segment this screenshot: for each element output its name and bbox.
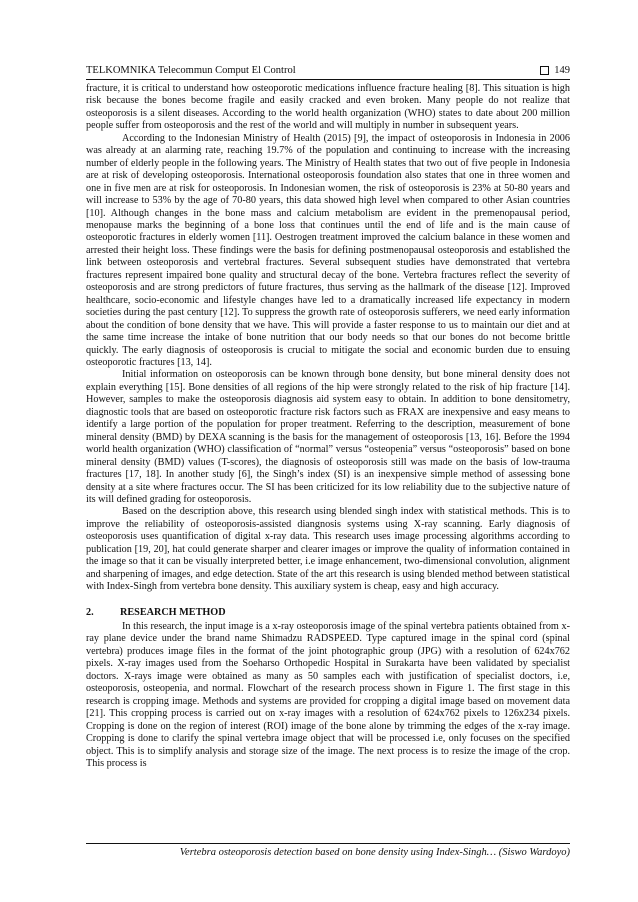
- paragraph: According to the Indonesian Ministry of Health (2015) [9], the impact of osteoporosis in Indonesia in 2006 was already at an alarming rate, reaching 19.7% of the population and continuing to increase with the increasing number of elderly people in the following years. The Ministry of Health states that two out of five people in Indonesia are at risk of developing osteoporosis. International osteoporosis foundation also states that one in three women and one in five men are at risk for osteoporosis. In Indonesian women, the risk of osteoporosis is 23% at 50-80 years and will increase to 53% by the age of 70-80 years, this data showed high level when compared to other Asian countries [10]. Although changes in the bone mass and calcium metabolism are evident in the premenopausal period, menopause marks the beginning of a bone loss that continues until the end of life and is the main cause of osteoporotic fractures in elderly women [11]. Oestrogen treatment improved the calcium balance in these women and arrested their height loss. These findings were the basis for defining postmenopausal osteoporosis and established the link between osteoporosis and vertebral fractures. Several subsequent studies have demonstrated that vertebra fractures represent impaired bone quality and structural decay of the bone. Vertebra fractures reflect the severity of osteoporosis and are strong predictors of future fractures, thus serving as the hallmark of the disease [12]. Improved healthcare, socio-economic and lifestyle changes have led to a dramatically increased life expectancy in modern societies during the past century [12]. To suppress the growth rate of osteoporosis sufferers, we need early information about the condition of bone density that we have. This will provide a faster response to us to maintain our diet and at the same time increase the intake of bone nutrition that our body needs so that our bones do not become brittle quickly. The early diagnosis of osteoporosis is crucial to mitigate the social and economic burden due to ensuing osteoporotic fractures [13, 14].: [86, 132, 570, 368]
- box-icon: [540, 66, 549, 75]
- section-title: RESEARCH METHOD: [120, 606, 226, 618]
- running-footer: Vertebra osteoporosis detection based on bone density using Index-Singh… (Siswo Wardoyo): [179, 847, 570, 858]
- paragraph: fracture, it is critical to understand how osteoporotic medications influence fracture healing [8]. This situation is high risk because the bones become fragile and easily cracked and even broken. Many people do not realize that osteoporosis is a silent diseases. According to the world health organization (WHO) states to date about 200 million people suffer from osteoporosis and the rest of the world and will multiply in number in subsequent years.: [86, 83, 570, 132]
- body-text: [86, 83, 570, 770]
- page-header: [86, 62, 570, 78]
- paragraph: Based on the description above, this research using blended singh index with statistical methods. This is to improve the reliability of osteoporosis-assisted diangnosis systems using X-ray scanning. Early diagnosis of osteoporosis uses quantification of digital x-ray data. This research uses image processing algorithms according to publication [19, 20], hat could generate sharper and clearer images or improve the quality of information contained in the image so that it can be visually interpreted better, i.e image enhancement, two-dimensional convolution, alignment and sharpening of images, and edge detection. State of the art this research is using blended method between statistical with Index-Singh from vertebra bone density. This auxiliary system is cheap, easy and high accuracy.: [86, 506, 570, 593]
- paragraph: In this research, the input image is a x-ray osteoporosis image of the spinal vertebra patients obtained from x-ray plane device under the brand name Shimadzu RADSPEED. Type captured image in the spinal cord (spinal vertebra) produces image files in the format of the joint photographic group (JPG) with a resolution of 624x762 pixels. X-ray images used from the Soeharso Orthopedic Hospital in Surakarta have been validated by specialist doctors. X-rays image were obtained as many as 50 samples each with justification of specialist doctors, i.e, osteoporosis, osteopenia, and normal. Flowchart of the research process shown in Figure 1. The first stage in this research is cropping image. Methods and systems are provided for cropping a digital image based on movement data [21]. This cropping process is carried out on x-ray images with a resolution of 624x762 pixels to 126x234 pixels. Cropping is done on the region of interest (ROI) image of the bone alone by trimming the edges of the x-ray image. Cropping is done to clarify the spinal vertebra image object that will be processed i.e, only focuses on the specified object. This is to simplify analysis and storage size of the image. The next process is to resize the image of the crop. This process is: [86, 621, 570, 770]
- page-number-group: [540, 65, 570, 76]
- header-rule: [86, 79, 570, 80]
- section-number: 2.: [86, 606, 94, 618]
- section-heading: [86, 607, 570, 619]
- footer-rule: [86, 843, 570, 844]
- journal-title: TELKOMNIKA Telecommun Comput El Control: [86, 64, 296, 76]
- paragraph: Initial information on osteoporosis can be known through bone density, but bone mineral density does not explain everything [15]. Bone densities of all regions of the hip were strongly related to the risk of hip fracture [14]. However, samples to make the osteoporosis diagnosis aid system easy to obtain. In addition to bone densitometry, diagnostic tools that are based on osteoporotic fracture risk factors such as FRAX are inexpensive and easy means to identify a large portion of the population for proper treatment. Referring to the description, measurement of bone mineral density (BMD) by DEXA scanning is the basis for the management of osteoporosis [13, 16]. Before the 1994 world health organization (WHO) classification of “normal” versus “osteopenia” versus “osteoporosis” based on bone mineral density (BMD) values (T-scores), the diagnosis of osteoporosis still was made on the basis of low-trauma fractures [17, 18]. In another study [6], the Singh’s index (SI) is an inexpensive simple method of assessing bone density at a site where fractures occur. The SI has been criticized for its low reliability due to the subjective nature of its will defined grading for osteoporosis.: [86, 369, 570, 505]
- page-number: 149: [554, 64, 570, 76]
